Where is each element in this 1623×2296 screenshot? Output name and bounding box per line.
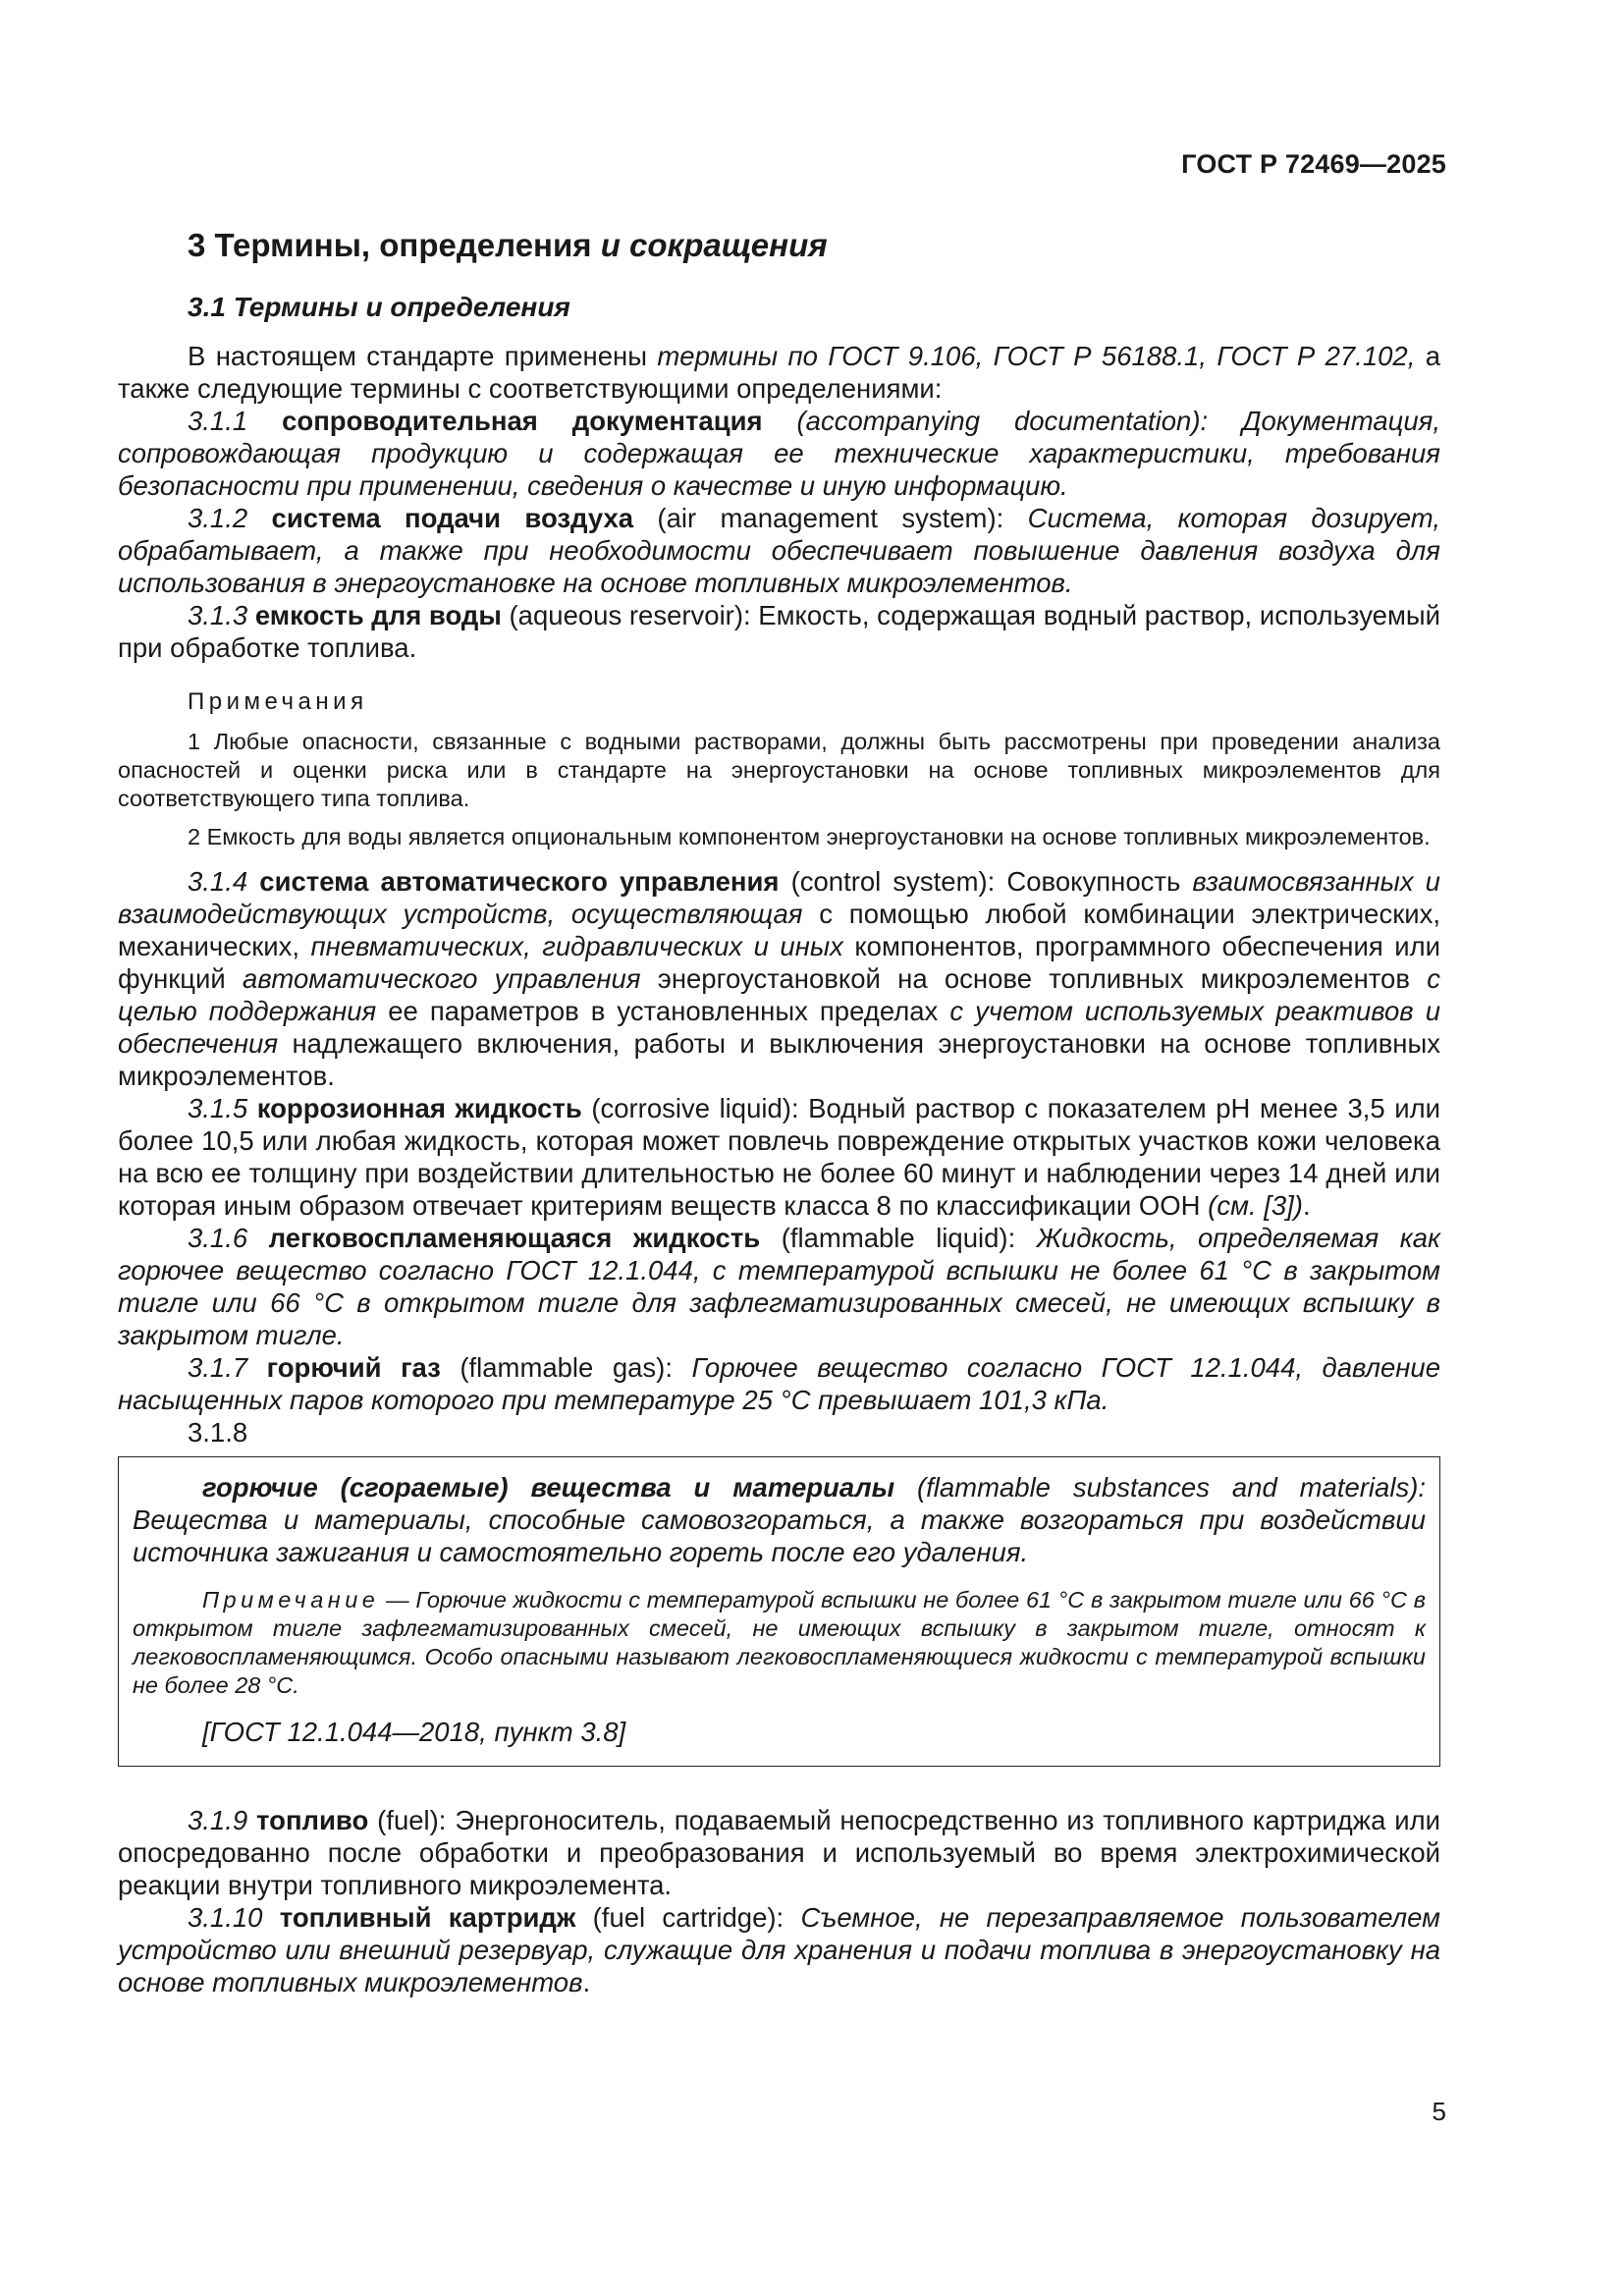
term-3-1-5: 3.1.5 коррозионная жидкость (corrosive liquid): Водный раствор с показателем рН менее 3,5 или более 10,5 или любая жидкость, которая может повлечь повреждение открытых участков кожи человека на всю ее толщину при воздействии длительностью не более 60 минут и наблюдении через 14 дней или которая иным образом отвечает критериям веществ класса 8 по классификации ООН (см. [3]).: [118, 1093, 1440, 1221]
term-3-1-8: горючие (сгораемые) вещества и материалы (flammable substances and materials): Вещества и материалы, способные самовозгораться, а также возгораться при воздействии источника зажигания и самостоятельно гореть после его удаления.: [133, 1472, 1426, 1567]
term-3-1-9: 3.1.9 топливо (fuel): Энергоноситель, подаваемый непосредственно из топливного картриджа или опосредованно после обработки и преобразования и используемый во время электрохимической реакции внутри топливного микроэлемента.: [118, 1805, 1441, 1900]
term-3-1-10: 3.1.10 топливный картридж (fuel cartridge): Съемное, не перезаправляемое пользователем устройство или внешний резервуар, служащие для хранения и подачи топлива в энергоустановку на основе топливных микроэлементов.: [118, 1902, 1440, 1997]
document-code: ГОСТ Р 72469—2025: [1181, 149, 1446, 179]
term-3-1-2: 3.1.2 система подачи воздуха (air management system): Система, которая дозирует, обрабатывает, а также при необходимости обеспечивает повышение давления воздуха для использования в энергоустановке на основе топливных микроэлементов.: [118, 503, 1440, 598]
term-3-1-3: 3.1.3 емкость для воды (aqueous reservoir): Емкость, содержащая водный раствор, используемый при обработке топлива.: [118, 600, 1441, 663]
box-note: Примечание — Горючие жидкости с температурой вспышки не более 61 °С в закрытом тигле или 66 °С в открытом тигле зафлегматизированных смесей, не имеющих вспышку в закрытом тигле, относят к легковоспламеняющимся. Особо опасными называют легковоспламеняющиеся жидкости с температурой вспышки не более 28 °С.: [133, 1587, 1426, 1698]
subsection-title: 3.1 Термины и определения: [188, 292, 570, 322]
page-number: 5: [1432, 2097, 1446, 2126]
term-3-1-8-number: 3.1.8: [188, 1417, 248, 1448]
page-content: [118, 226, 1440, 1998]
term-3-1-1: 3.1.1 сопроводительная документация (accompanying documentation): Документация, сопровождающая продукцию и содержащая ее технические характеристики, требования безопасности при применении, сведения о качестве и иную информацию.: [118, 406, 1440, 501]
section-title: 3 Термины, определения и сокращения: [188, 227, 828, 263]
source-reference: [ГОСТ 12.1.044—2018, пункт 3.8]: [202, 1717, 626, 1747]
note-1: 1 Любые опасности, связанные с водными растворами, должны быть рассмотрены при проведении анализа опасностей и оценки риска или в стандарте на энергоустановки на основе топливных микроэлементов для соответствующего типа топлива.: [118, 729, 1440, 811]
notes-header: Примечания: [188, 688, 368, 715]
term-3-1-6: 3.1.6 легковоспламеняющаяся жидкость (flammable liquid): Жидкость, определяемая как горючее вещество согласно ГОСТ 12.1.044, с температурой вспышки не более 61 °С в закрытом тигле или 66 °С в открытом тигле для зафлегматизированных смесей, не имеющих вспышку в закрытом тигле.: [118, 1223, 1440, 1350]
term-3-1-4: 3.1.4 система автоматического управления (control system): Совокупность взаимосвязанных и взаимодействующих устройств, осуществляющая с помощью любой комбинации электрических, механических, пневматических, гидравлических и иных компонентов, программного обеспечения или функций автоматического управления энергоустановкой на основе топливных микроэлементов с целью поддержания ее параметров в установленных пределах с учетом используемых реактивов и обеспечения надлежащего включения, работы и выключения энергоустановки на основе топливных микроэлементов.: [118, 866, 1440, 1091]
intro-paragraph: В настоящем стандарте применены термины по ГОСТ 9.106, ГОСТ Р 56188.1, ГОСТ Р 27.102, а также следующие термины с соответствующими определениями:: [118, 341, 1441, 404]
note-2: 2 Емкость для воды является опциональным компонентом энергоустановки на основе топливных микроэлементов.: [188, 824, 1431, 849]
quoted-definition-box: [118, 1456, 1440, 1767]
term-3-1-7: 3.1.7 горючий газ (flammable gas): Горючее вещество согласно ГОСТ 12.1.044, давление насыщенных паров которого при температуре 25 °С превышает 101,3 кПа.: [118, 1352, 1440, 1415]
